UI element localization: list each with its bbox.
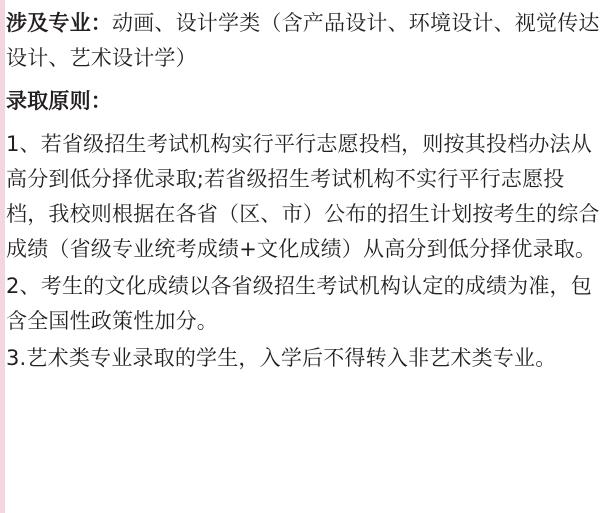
admission-principles-heading: 录取原则：: [6, 89, 112, 113]
rule-2-paragraph: 2、考生的文化成绩以各省级招生考试机构认定的成绩为准，包含全国性政策性加分。: [6, 274, 592, 333]
rule-1-block: [6, 127, 605, 267]
majors-block: [6, 6, 605, 76]
rule-2-block: [6, 269, 605, 339]
admission-principles-heading-block: [6, 84, 605, 119]
majors-label: 涉及专业：: [6, 11, 112, 35]
rule-3-block: [6, 341, 605, 376]
majors-text: 动画、设计学类（含产品设计、环境设计、视觉传达设计、艺术设计学）: [6, 11, 600, 70]
rule-3-paragraph: 3.艺术类专业录取的学生，入学后不得转入非艺术类专业。: [6, 346, 557, 370]
rule-1-paragraph: 1、若省级招生考试机构实行平行志愿投档，则按其投档办法从高分到低分择优录取;若省级招生考试机构不实行平行志愿投档，我校则根据在各省（区、市）公布的招生计划按考生的综合成绩（省级专业统考成绩+文化成绩）从高分到低分择优录取。: [6, 132, 600, 261]
majors-paragraph: [6, 6, 605, 76]
left-margin-rule: [0, 0, 5, 513]
